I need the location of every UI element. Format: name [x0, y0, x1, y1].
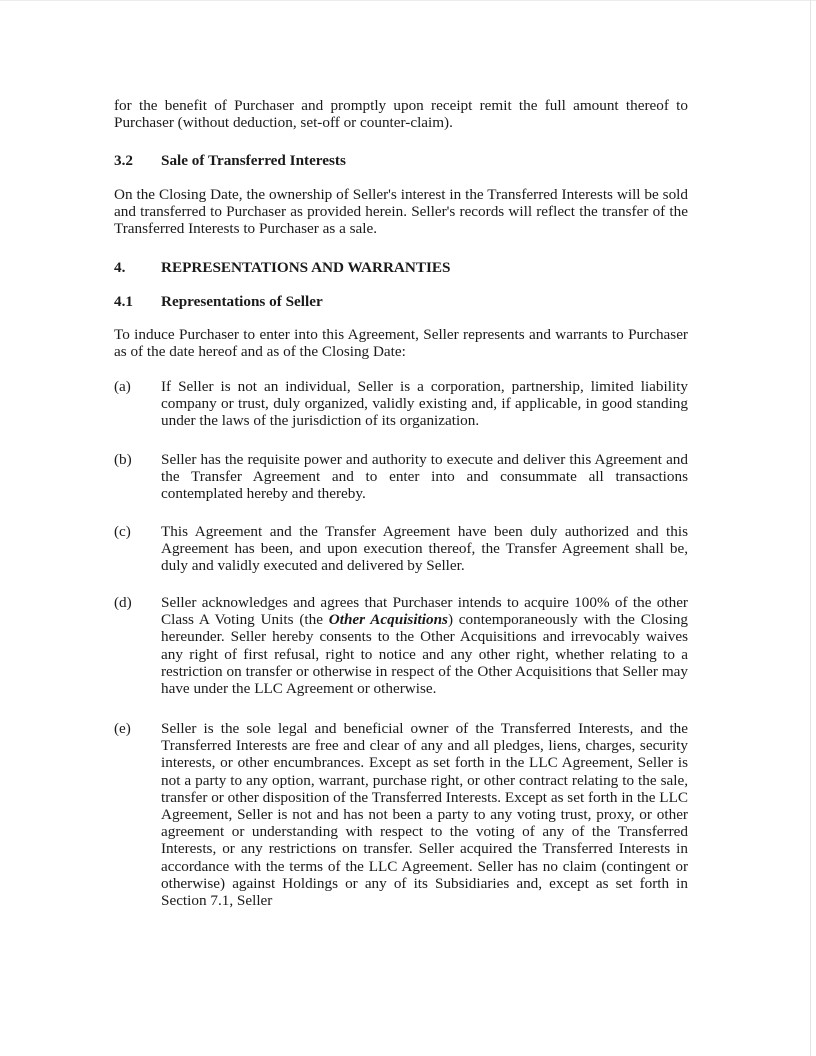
section-number: 4.	[114, 259, 126, 276]
section-title: Sale of Transferred Interests	[161, 152, 346, 169]
item-text: If Seller is not an individual, Seller is a corporation, partnership, limited liability company or trust, duly organized, validly existing and, if applicable, in good standing under the laws of the jurisdiction of its organization.	[161, 378, 688, 430]
item-text: This Agreement and the Transfer Agreement have been duly authorized and this Agreement has been, and upon execution thereof, the Transfer Agreement shall be, duly and validly executed and delivered by Seller.	[161, 523, 688, 575]
section-3-2-body: On the Closing Date, the ownership of Seller's interest in the Transferred Interests will be sold and transferred to Purchaser as provided herein. Seller's records will reflect the transfer of the Transferred Interests to Purchaser as a sale.	[114, 186, 688, 238]
section-4-1-intro: To induce Purchaser to enter into this Agreement, Seller represents and warrants to Purchaser as of the date hereof and as of the Closing Date:	[114, 326, 688, 361]
section-title: REPRESENTATIONS AND WARRANTIES	[161, 259, 451, 276]
item-label: (c)	[114, 523, 131, 540]
scan-top-edge	[0, 0, 816, 1]
section-title: Representations of Seller	[161, 293, 323, 310]
section-number: 3.2	[114, 152, 133, 169]
section-4-heading	[114, 259, 688, 276]
scan-right-edge	[810, 0, 811, 1056]
item-label: (d)	[114, 594, 132, 611]
item-label: (a)	[114, 378, 131, 395]
continuation-paragraph: for the benefit of Purchaser and promptly upon receipt remit the full amount thereof to Purchaser (without deduction, set-off or counter-claim).	[114, 97, 688, 132]
item-label: (b)	[114, 451, 132, 468]
item-text-before: Seller acknowledges and agrees that Purchaser intends to acquire 100% of the other Class A Voting Units (the	[161, 594, 688, 629]
defined-term: Other Acquisitions	[328, 611, 448, 629]
item-text: Seller is the sole legal and beneficial owner of the Transferred Interests, and the Transferred Interests are free and clear of any and all pledges, liens, charges, security interests, or other encumbrances. Except as set forth in the LLC Agreement, Seller is not a party to any option, warrant, purchase right, or other contract relating to the sale, transfer or other disposition of the Transferred Interests. Except as set forth in the LLC Agreement, Seller is not and has not been a party to any voting trust, proxy, or other agreement or understanding with respect to the voting of any of the Transferred Interests, or any restrictions on transfer. Seller acquired the Transferred Interests in accordance with the terms of the LLC Agreement. Seller has no claim (contingent or otherwise) against Holdings or any of its Subsidiaries and, except as set forth in Section 7.1, Seller	[161, 720, 688, 910]
item-text: Seller has the requisite power and authority to execute and deliver this Agreement and the Transfer Agreement and to enter into and consummate all transactions contemplated hereby and thereby.	[161, 451, 688, 503]
section-3-2-heading	[114, 152, 688, 169]
section-number: 4.1	[114, 293, 133, 310]
item-text	[161, 594, 688, 697]
item-text-after: ) contemporaneously with the Closing hereunder. Seller hereby consents to the Other Acquisitions and irrevocably waives any right of first refusal, right to notice and any other right, whether relating to a restriction on transfer or otherwise in respect of the Other Acquisitions that Seller may have under the LLC Agreement or otherwise.	[161, 611, 688, 698]
section-4-1-heading	[114, 293, 688, 310]
item-label: (e)	[114, 720, 131, 737]
